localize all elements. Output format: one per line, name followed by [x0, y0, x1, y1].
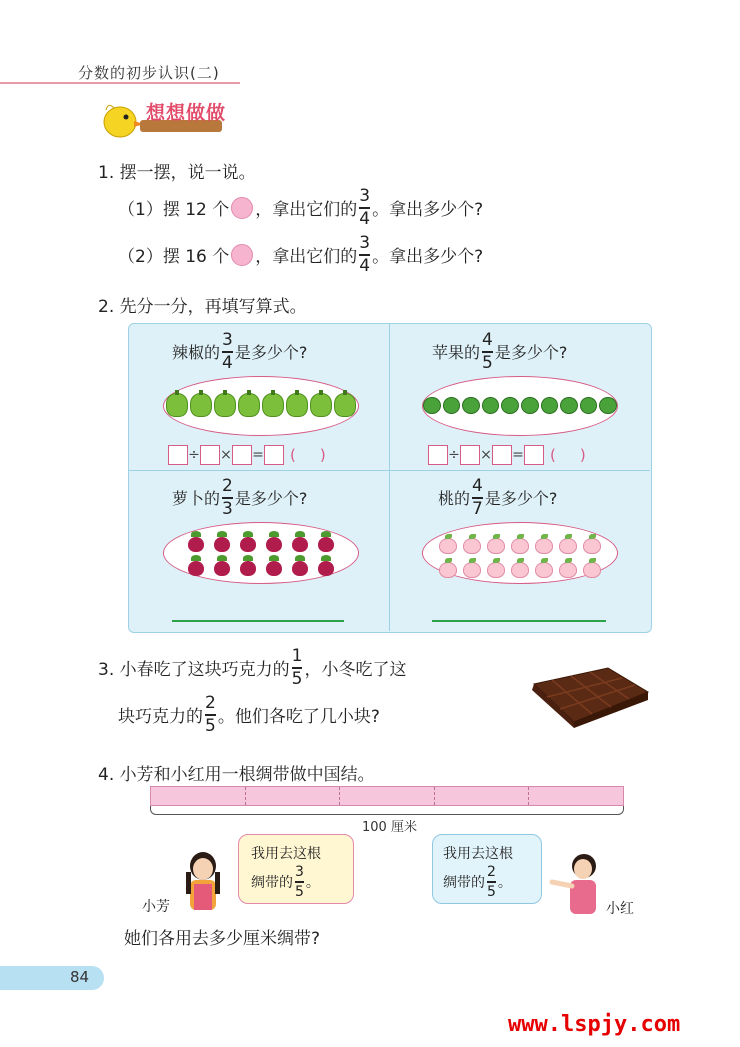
fraction: $\frac{3}{4}$: [359, 186, 371, 229]
peach-icon: [487, 538, 505, 554]
cell-2-post: 是多少个?: [494, 343, 568, 363]
cell-2-title: [432, 332, 567, 372]
grid-divider: [128, 470, 650, 471]
peach-oval: [422, 522, 618, 584]
fraction: $\frac{2}{5}$: [205, 693, 216, 736]
q3-text-a: 3. 小春吃了这块巧克力的: [98, 660, 290, 681]
q1-item2: [118, 235, 483, 275]
ribbon-length: 100 厘米: [362, 820, 417, 835]
peach-icon: [535, 562, 553, 578]
peach-icon: [559, 538, 577, 554]
q3-text-c: 块巧克力的: [118, 707, 203, 728]
name-xiaofang: 小芳: [142, 899, 170, 915]
fraction: $\frac{2}{3}$: [222, 476, 233, 519]
answer-box[interactable]: [264, 445, 284, 465]
fraction: $\frac{3}{5}$: [295, 864, 304, 900]
q2-stem: 2. 先分一分，再填写算式。: [98, 297, 307, 317]
cell-1-pre: 辣椒的: [172, 343, 221, 363]
peach-icon: [583, 538, 601, 554]
peach-icon: [535, 538, 553, 554]
apple-icon: [541, 397, 559, 414]
cell-3-pre: 萝卜的: [172, 489, 221, 509]
apple-icon: [560, 397, 578, 414]
apple-oval: [422, 376, 618, 436]
apple-icon: [580, 397, 598, 414]
bubble-right-line1: 我用去这根: [443, 846, 513, 862]
pepper-oval: [163, 376, 359, 436]
peach-row: [423, 562, 617, 578]
pink-circle-icon: [231, 197, 253, 219]
chapter-title: 分数的初步认识(二): [78, 64, 220, 82]
q1-item1-b: ，拿出它们的: [255, 200, 358, 221]
pink-circle-icon: [231, 244, 253, 266]
q3-text-d: 。他们各吃了几小块?: [217, 707, 380, 728]
apple-icon: [501, 397, 519, 414]
radish-icon: [318, 561, 334, 576]
ribbon-bar: [150, 786, 624, 806]
section-tag: [98, 98, 228, 140]
peach-icon: [511, 538, 529, 554]
cell-2-pre: 苹果的: [432, 343, 481, 363]
bubble-left-line2: 绸带的 $\frac{3}{5}$ 。: [251, 864, 320, 900]
radish-icon: [214, 561, 230, 576]
cell-4-pre: 桃的: [438, 489, 471, 509]
answer-box[interactable]: [460, 445, 480, 465]
q1-item1-c: 。拿出多少个?: [372, 200, 484, 221]
radish-oval: [163, 522, 359, 584]
cell-3-title: [172, 478, 307, 518]
pepper-icon: [262, 393, 284, 417]
q1-item2-a: （2）摆 16 个: [118, 247, 230, 268]
cell-3-post: 是多少个?: [234, 489, 308, 509]
peach-icon: [487, 562, 505, 578]
answer-paren[interactable]: ( ): [290, 445, 326, 464]
q3-text-b: ，小冬吃了这: [304, 660, 407, 681]
radish-icon: [266, 561, 282, 576]
apple-icon: [423, 397, 441, 414]
bubble-left-line1: 我用去这根: [251, 846, 321, 862]
q1-stem: 1. 摆一摆，说一说。: [98, 163, 256, 183]
radish-icon: [188, 537, 204, 552]
girl-xiaohong-icon: [548, 852, 606, 916]
cell-1-post: 是多少个?: [234, 343, 308, 363]
peach-icon: [559, 562, 577, 578]
apple-icon: [443, 397, 461, 414]
apple-icon: [599, 397, 617, 414]
pepper-icon: [214, 393, 236, 417]
answer-line[interactable]: [172, 620, 344, 622]
header-rule: [0, 82, 240, 84]
peach-icon: [463, 538, 481, 554]
answer-box[interactable]: [524, 445, 544, 465]
fraction: $\frac{4}{7}$: [472, 476, 483, 519]
length-brace: [150, 806, 624, 815]
pepper-row: [164, 393, 358, 417]
formula-2: ÷ × = ( ): [428, 444, 594, 465]
q1-item2-b: ，拿出它们的: [255, 247, 358, 268]
bubble-right-line2: 绸带的 $\frac{2}{5}$ 。: [443, 864, 512, 900]
answer-paren[interactable]: ( ): [550, 445, 586, 464]
speech-bubble-left: [238, 834, 354, 904]
q3-line1: [98, 648, 406, 688]
watermark: www.lspjy.com: [508, 1012, 681, 1037]
radish-row: [164, 561, 358, 576]
fraction: $\frac{3}{4}$: [222, 330, 233, 373]
q1-item1-a: （1）摆 12 个: [118, 200, 230, 221]
fraction: $\frac{2}{5}$: [487, 864, 496, 900]
peach-row: [423, 538, 617, 554]
answer-box[interactable]: [492, 445, 512, 465]
radish-icon: [266, 537, 282, 552]
q3-line2: [118, 695, 380, 735]
speech-bubble-right: [432, 834, 542, 904]
chocolate-bar-icon: [528, 664, 652, 728]
fraction: $\frac{3}{4}$: [359, 233, 371, 276]
radish-icon: [188, 561, 204, 576]
peach-icon: [439, 562, 457, 578]
radish-icon: [292, 537, 308, 552]
q1-item2-c: 。拿出多少个?: [372, 247, 484, 268]
answer-box[interactable]: [200, 445, 220, 465]
fraction: $\frac{1}{5}$: [291, 646, 303, 689]
formula-1: ÷ × = ( ): [168, 444, 334, 465]
peach-icon: [583, 562, 601, 578]
answer-box[interactable]: [428, 445, 448, 465]
pepper-icon: [310, 393, 332, 417]
cell-4-title: [438, 478, 557, 518]
q1-item1: [118, 188, 483, 228]
fraction: $\frac{4}{5}$: [482, 330, 493, 373]
page-number: 84: [70, 968, 90, 986]
girl-xiaofang-icon: [178, 850, 228, 918]
cell-1-title: [172, 332, 307, 372]
answer-line[interactable]: [432, 620, 606, 622]
radish-icon: [214, 537, 230, 552]
section-title: 想想做做: [146, 102, 227, 124]
pepper-icon: [166, 393, 188, 417]
peach-icon: [439, 538, 457, 554]
cell-4-post: 是多少个?: [484, 489, 558, 509]
apple-row: [423, 397, 617, 414]
pepper-icon: [190, 393, 212, 417]
peach-icon: [511, 562, 529, 578]
peach-icon: [463, 562, 481, 578]
pepper-icon: [238, 393, 260, 417]
radish-icon: [240, 561, 256, 576]
answer-box[interactable]: [168, 445, 188, 465]
grid-divider: [389, 323, 390, 631]
pepper-icon: [334, 393, 356, 417]
apple-icon: [482, 397, 500, 414]
radish-icon: [292, 561, 308, 576]
name-xiaohong: 小红: [606, 901, 634, 917]
pepper-icon: [286, 393, 308, 417]
radish-icon: [318, 537, 334, 552]
answer-box[interactable]: [232, 445, 252, 465]
apple-icon: [462, 397, 480, 414]
q4-stem: 4. 小芳和小红用一根绸带做中国结。: [98, 765, 375, 785]
radish-icon: [240, 537, 256, 552]
radish-row: [164, 537, 358, 552]
apple-icon: [521, 397, 539, 414]
q4-question: 她们各用去多少厘米绸带?: [124, 929, 321, 949]
